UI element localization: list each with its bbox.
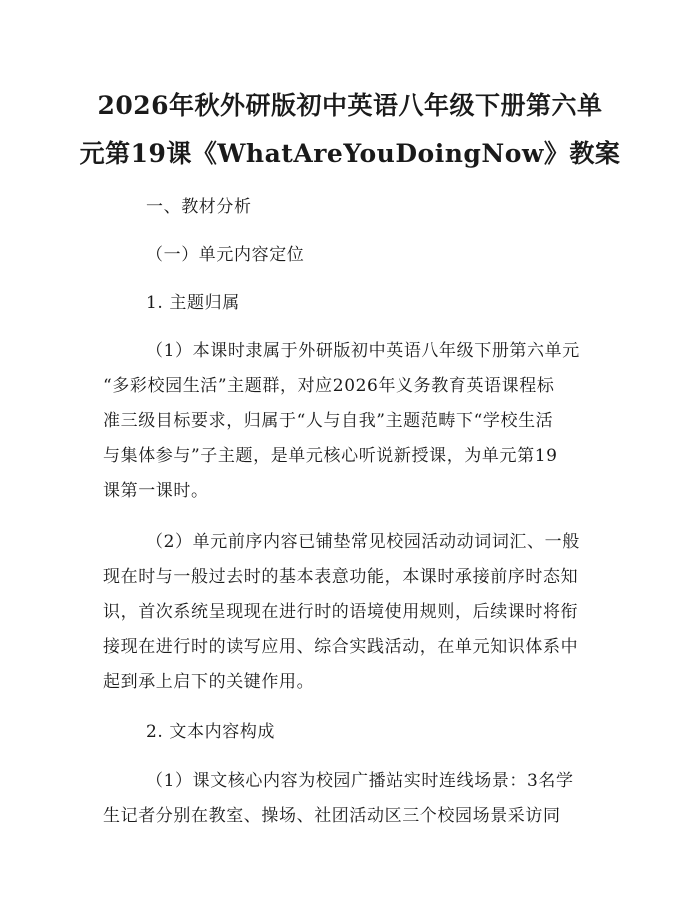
item-heading-theme: 1. 主题归属 [146, 293, 240, 313]
paragraph-2-line-3: 识，首次系统呈现现在进行时的语境使用规则，后续课时将衔 [103, 602, 579, 622]
section-heading-teaching-analysis: 一、教材分析 [146, 197, 252, 217]
paragraph-1-line-4: 与集体参与”子主题，是单元核心听说新授课，为单元第19 [103, 446, 558, 466]
paragraph-1-line-5: 课第一课时。 [103, 481, 209, 501]
paragraph-1-line-1: （1）本课时隶属于外研版初中英语八年级下册第六单元 [146, 341, 580, 361]
paragraph-2-line-1: （2）单元前序内容已铺垫常见校园活动动词词汇、一般 [146, 532, 580, 552]
document-title-line-2: 元第19课《WhatAreYouDoingNow》教案 [79, 139, 621, 168]
paragraph-2-line-2: 现在时与一般过去时的基本表意功能，本课时承接前序时态知 [103, 567, 579, 587]
paragraph-3-line-1: （1）课文核心内容为校园广播站实时连线场景：3名学 [146, 771, 574, 791]
paragraph-2-line-5: 起到承上启下的关键作用。 [103, 672, 315, 692]
subsection-heading-unit-positioning: （一）单元内容定位 [146, 245, 305, 265]
paragraph-1-line-3: 准三级目标要求，归属于“人与自我”主题范畴下“学校生活 [103, 411, 554, 431]
paragraph-1-line-2: “多彩校园生活”主题群，对应2026年义务教育英语课程标 [103, 376, 555, 396]
item-heading-text-content: 2. 文本内容构成 [146, 722, 276, 742]
document-title-line-1: 2026年秋外研版初中英语八年级下册第六单 [97, 91, 603, 120]
paragraph-2-line-4: 接现在进行时的读写应用、综合实践活动，在单元知识体系中 [103, 637, 579, 657]
paragraph-3-line-2: 生记者分别在教室、操场、社团活动区三个校园场景采访同 [103, 806, 561, 826]
